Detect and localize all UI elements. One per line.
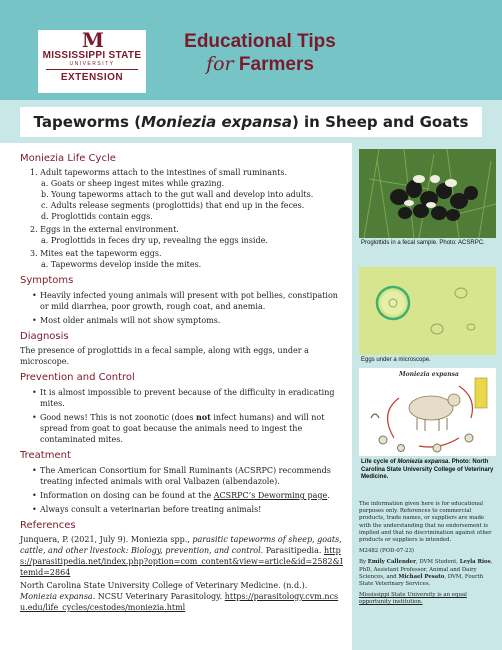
- reference-2: [20, 580, 345, 613]
- eggs-microscope-photo: [359, 267, 496, 355]
- step-1d-text: d. Proglottids contain eggs.: [41, 212, 153, 221]
- life-cycle-step-3: [30, 248, 345, 270]
- reference-2-mid: . NCSU Veterinary Parasitology.: [92, 592, 225, 601]
- logo-state: MISSISSIPPI STATE: [42, 50, 142, 61]
- author-3-role: , DVM, Fourth State Veterinary Services.: [359, 573, 484, 588]
- eggs-caption: Eggs under a microscope.: [361, 357, 431, 363]
- treatment-item-1: • The American Consortium for Small Ruminants (ACSRPC) recommends treating infected animals with oral Valbazen (albendazole).: [32, 465, 345, 487]
- author-2-role: , PhD, Assistant Professor, Animal and Dairy Sciences, and: [359, 559, 493, 580]
- life-cycle-image: [359, 368, 496, 456]
- disclaimer-block: [359, 501, 496, 611]
- step-2-text: 2. Eggs in the external environment.: [30, 225, 179, 234]
- series-title-line2: [160, 53, 360, 76]
- logo-divider: [46, 69, 138, 70]
- treatment-item-3: • Always consult a veterinarian before treating animals!: [32, 504, 345, 515]
- prevention-item-2-post: infect humans) and will not spread from goat to goat because the animals need to ingest the contaminated mites.: [40, 413, 325, 444]
- disclaimer-text: The information given here is for educational purposes only. References to commercial products, trade names, or suppliers are made with the understanding that no endorsement is implied and that no discrimination against other products or suppliers is intended.: [359, 501, 492, 544]
- page-title: [20, 107, 482, 137]
- step-3-text: 3. Mites eat the tapeworm eggs.: [30, 249, 162, 258]
- reference-1-pre: Junquera, P. (2021, July 9). Moniezia spp.,: [20, 535, 193, 544]
- symptoms-item-1: • Heavily infected young animals will present with pot bellies, constipation or mild diarrhea, poor growth, rough coat, and anemia.: [32, 290, 345, 312]
- page-title-pre: Tapeworms (: [33, 113, 142, 131]
- treatment-list: [32, 465, 345, 515]
- header-band: [0, 0, 502, 100]
- deworming-page-link[interactable]: ACSRPC’s Deworming page: [213, 491, 328, 500]
- author-2: Leyla Rios: [459, 559, 491, 566]
- life-cycle-caption-post: . Photo: North Carolina State University College of Veterinary Medicine.: [361, 459, 494, 480]
- reference-2-link[interactable]: https://parasitology.cvm.ncsu.edu/life_cycles/cestodes/moniezia.html: [20, 592, 339, 612]
- prevention-item-2: [32, 412, 345, 445]
- treatment-item-2-post: .: [327, 491, 330, 500]
- equal-opportunity-statement: Mississippi State University is an equal opportunity institution.: [359, 592, 467, 606]
- step-1c-text: c. Adults release segments (proglottids) that end up in the feces.: [41, 201, 305, 210]
- author-1: Emily Callender: [367, 559, 416, 566]
- series-title-farmers: Farmers: [233, 54, 314, 75]
- author-1-role: , DVM Student,: [415, 559, 460, 566]
- series-title-line1: Educational Tips: [184, 31, 336, 52]
- logo-extension: EXTENSION: [60, 72, 124, 83]
- treatment-heading: Treatment: [20, 450, 71, 461]
- logo-university: UNIVERSITY: [69, 61, 115, 67]
- prevention-heading: Prevention and Control: [20, 372, 135, 383]
- reference-1-mid: . Parasitipedia.: [260, 546, 324, 555]
- step-1a-text: a. Goats or sheep ingest mites while grazing.: [41, 179, 225, 188]
- logo-mark: M: [81, 28, 103, 52]
- author-credits: [359, 559, 496, 588]
- references-heading: References: [20, 520, 76, 531]
- symptoms-list: [32, 290, 345, 326]
- proglottids-image: [359, 149, 496, 238]
- main-content: [20, 152, 345, 613]
- reference-1-link[interactable]: https://parasitipedia.net/index.php?option=com_content&view=article&id=2582&Itemid=2864: [20, 546, 343, 577]
- prevention-item-2-bold: not: [195, 412, 211, 422]
- life-cycle-caption-pre: Life cycle of: [361, 459, 398, 465]
- treatment-item-2: [32, 490, 345, 501]
- page-title-post: ) in Sheep and Goats: [291, 113, 469, 131]
- diagnosis-heading: Diagnosis: [20, 331, 69, 342]
- step-1-text: 1. Adult tapeworms attach to the intestines of small ruminants.: [30, 168, 288, 177]
- life-cycle-list: [30, 167, 345, 270]
- life-cycle-step-2: [30, 224, 345, 246]
- proglottids-caption: Proglottids in a fecal sample. Photo: ACSRPC.: [361, 240, 485, 246]
- prevention-item-1: • It is almost impossible to prevent because of the difficulty in eradicating mites.: [32, 387, 345, 409]
- prevention-list: [32, 387, 345, 445]
- proglottids-photo: [359, 149, 496, 238]
- page-title-species: Moniezia expansa: [141, 113, 292, 131]
- publication-id: M2482 (POD-07-23): [359, 548, 414, 555]
- symptoms-item-2: • Most older animals will not show symptoms.: [32, 315, 345, 326]
- step-3a-text: a. Tapeworms develop inside the mites.: [41, 260, 202, 269]
- life-cycle-caption: [361, 459, 496, 482]
- step-2a-text: a. Proglottids in feces dry up, revealing the eggs inside.: [41, 236, 268, 245]
- life-cycle-step-1: [30, 167, 345, 222]
- reference-2-italic: Moniezia expansa: [20, 592, 93, 601]
- treatment-item-2-pre: Information on dosing can be found at the: [40, 491, 214, 500]
- series-title: [160, 30, 360, 76]
- reference-2-pre: North Carolina State University College of Veterinary Medicine. (n.d.).: [20, 581, 308, 590]
- life-cycle-heading: Moniezia Life Cycle: [20, 153, 116, 164]
- reference-1: [20, 534, 345, 578]
- symptoms-heading: Symptoms: [20, 275, 74, 286]
- reference-1-italic: parasitic tapeworms of sheep, goats, cattle, and other livestock: Biology, prevention, and control: [20, 535, 342, 555]
- life-cycle-caption-species: Moniezia expansa: [397, 459, 449, 465]
- life-cycle-diagram: [359, 368, 496, 456]
- eggs-microscope-image: [359, 267, 496, 355]
- author-prefix: By: [359, 559, 368, 566]
- prevention-item-2-pre: Good news! This is not zoonotic (does: [40, 413, 196, 422]
- sidebar: [352, 143, 502, 650]
- diagnosis-text: The presence of proglottids in a fecal sample, along with eggs, under a microscope.: [20, 346, 309, 366]
- step-1b-text: b. Young tapeworms attach to the gut wall and develop into adults.: [41, 190, 314, 199]
- diagram-title: Moniezia expansa: [399, 371, 459, 378]
- title-band: [0, 100, 502, 143]
- author-3: Michael Pesato: [398, 573, 445, 580]
- series-title-for: for: [206, 53, 234, 75]
- msu-extension-logo: [38, 30, 146, 93]
